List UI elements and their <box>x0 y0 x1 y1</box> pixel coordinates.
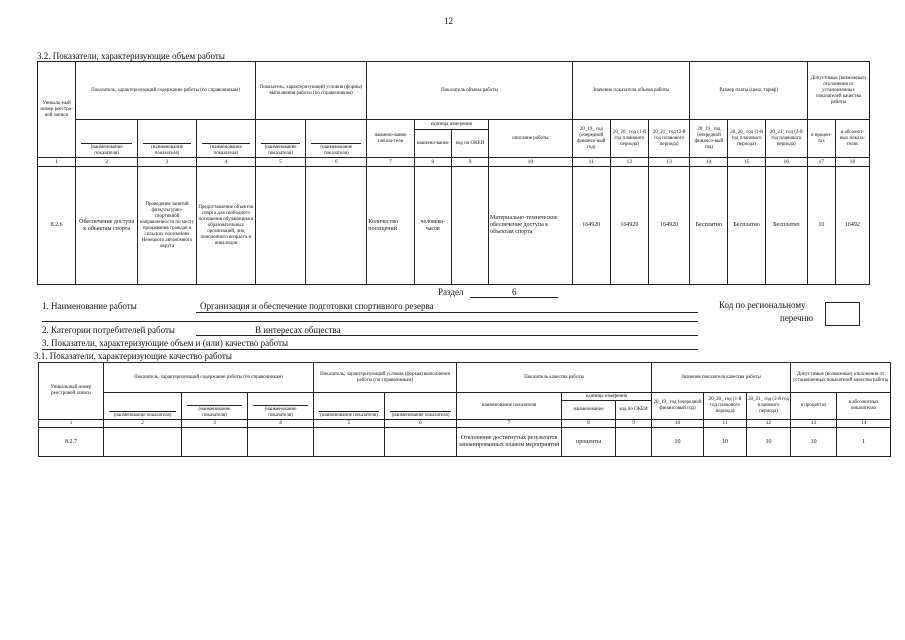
column-numbers-row <box>39 420 891 428</box>
row-fee-year2: Бесплатно <box>728 167 765 285</box>
work-name-second-line <box>42 321 698 322</box>
header-percent: в процен-тах <box>807 120 835 158</box>
col-number: 6 <box>306 158 367 167</box>
col-number: 13 <box>791 420 837 428</box>
header-year2: 20_20_ год (1-й год планового периода) <box>704 393 747 420</box>
col-number: 7 <box>457 420 562 428</box>
col-number: 8 <box>414 158 451 167</box>
row-deviation-absolute: 16492 <box>835 167 869 285</box>
header-value-group: Значение показателя объема работы <box>572 62 690 120</box>
header-unit: единица измерения <box>414 120 488 130</box>
header-content-group: Показатель, характеризующий содержание работы (по справочникам) <box>76 62 256 120</box>
row-value-year1: 10 <box>652 428 704 457</box>
header-col6-name: (наименование показателя) <box>385 393 457 420</box>
col-number: 15 <box>728 158 765 167</box>
col-number: 10 <box>489 158 573 167</box>
col-number: 11 <box>572 158 610 167</box>
section-number-underline <box>470 297 558 298</box>
col-number: 9 <box>451 158 488 167</box>
row-content1 <box>104 428 182 457</box>
col-number: 10 <box>652 420 704 428</box>
row-condition1 <box>255 167 306 285</box>
col-number: 12 <box>610 158 648 167</box>
row-unit-code <box>616 428 652 457</box>
category-underline <box>196 335 698 336</box>
row-indicator-name: Отклонение достигнутых результатов запланированных планом мероприятий <box>457 428 562 457</box>
table-row <box>39 428 891 457</box>
col-number: 7 <box>367 158 414 167</box>
col-number: 6 <box>385 420 457 428</box>
row-value-year3: 10 <box>747 428 791 457</box>
header-unit-name: наименование <box>562 401 616 420</box>
header-unique-number: Уникальный номер реестровой записи <box>39 363 104 420</box>
header-indicator-name: наименование показателя <box>457 393 562 420</box>
row-deviation-percent: 10 <box>791 428 837 457</box>
col-number: 5 <box>255 158 306 167</box>
work-name-label: 1. Наименование работы <box>42 301 137 311</box>
header-deviation: Допустимые (возможные) отклонения от установленных показателей качества работы <box>807 62 869 120</box>
row-condition1 <box>314 428 385 457</box>
col-number: 3 <box>182 420 248 428</box>
col-number: 4 <box>248 420 314 428</box>
col-number: 1 <box>39 420 104 428</box>
header-col5-name: (наименование показателя) <box>255 120 306 158</box>
col-number: 14 <box>690 158 728 167</box>
header-year3: 20_21_ год (2-й год планового периода) <box>747 393 791 420</box>
row-indicator-name: Количество посещений <box>367 167 414 285</box>
row-content-extra: Предоставление объектов спорта для свободного посещения обучающимся образовательных организаций, лиц пенсионного возраста и инвалидов <box>196 167 255 285</box>
header-unit-name: наимено-вание <box>414 130 451 158</box>
col-number: 13 <box>649 158 690 167</box>
regional-code-label-2: перечню <box>780 313 814 323</box>
row-content3 <box>248 428 314 457</box>
header-unit-code: код по ОКЕИ <box>616 401 652 420</box>
row-condition2 <box>385 428 457 457</box>
row-value-year2: 164920 <box>610 167 648 285</box>
volume-section-heading: 3.2. Показатели, характеризующие объем работы <box>37 51 225 61</box>
header-fee-group: Размер платы (цена, тариф) <box>690 62 808 120</box>
header-unit-code: код по ОКЕИ <box>451 130 488 158</box>
regional-code-label: Код по региональному <box>719 300 806 310</box>
row-fee-year1: Бесплатно <box>690 167 728 285</box>
header-year3: 20_21_ год (2-й год планового периода) <box>649 120 690 158</box>
header-absolute: в абсолют-ных показа-телях <box>835 120 869 158</box>
col-number: 18 <box>835 158 869 167</box>
header-year1: 20_19_ год (очередной финансовый год) <box>652 393 704 420</box>
header-col5-name: (наименование показателя) <box>314 393 385 420</box>
row-value-year2: 10 <box>704 428 747 457</box>
col-number: 8 <box>562 420 616 428</box>
work-name-value: Организация и обеспечение подготовки спортивного резерва <box>200 301 434 311</box>
col-number: 3 <box>138 158 197 167</box>
indicators-underline <box>42 349 698 350</box>
volume-indicators-table <box>37 61 870 285</box>
row-deviation-absolute: 1 <box>837 428 891 457</box>
col-number: 17 <box>807 158 835 167</box>
row-content-detail: Проведение занятий физкультурно-спортивной направленности по месту проживания граждан в сельских поселениях Ненецкого автономного округа <box>138 167 197 285</box>
row-deviation-percent: 10 <box>807 167 835 285</box>
indicators-heading: 3. Показатели, характеризующие объем и (или) качество работы <box>42 338 289 348</box>
row-work-content: Обеспечение доступа к объектам спорта <box>76 167 138 285</box>
col-number: 16 <box>765 158 807 167</box>
quality-heading: 3.1. Показатели, характеризующие качество работы <box>34 351 232 361</box>
col-number: 9 <box>616 420 652 428</box>
header-volume-group: Показатель объема работы <box>367 62 572 120</box>
page-number: 12 <box>444 16 453 26</box>
col-number: 2 <box>76 158 138 167</box>
header-value-group: Значение показателя качества работы <box>652 363 791 393</box>
col-number: 4 <box>196 158 255 167</box>
row-content2 <box>182 428 248 457</box>
header-conditions-group: Показатель, характеризующий условия (формы) выполнения работы (по справочникам) <box>314 363 457 393</box>
row-description: Материально-техническое обеспечение доступа к объектам спорта <box>489 167 573 285</box>
work-name-underline <box>196 312 698 313</box>
table-row <box>38 167 870 285</box>
header-unique-number: Уникаль-ный номер реестро-вой записи <box>38 62 76 158</box>
col-number: 1 <box>38 158 76 167</box>
category-value: В интересах общества <box>255 325 341 335</box>
col-number: 5 <box>314 420 385 428</box>
header-col3-name: (наименование показателя) <box>182 393 248 420</box>
row-unit-code <box>451 167 488 285</box>
header-deviation: Допустимые (возможные) отклонения от установленных показателей качества работы <box>791 363 891 393</box>
header-absolute: в абсолютных показателях <box>837 393 891 420</box>
section-number: 6 <box>512 287 517 297</box>
header-fee1: 20_19_ год (очередной финансо-вый год) <box>690 120 728 158</box>
row-unit-name: человеко-часов <box>414 167 451 285</box>
header-year2: 20_20_ год (1-й год планового периода) <box>610 120 648 158</box>
section-label: Раздел <box>438 287 464 297</box>
header-col4-name: (наименование показателя) <box>196 120 255 158</box>
category-label: 2. Категории потребителей работы <box>42 325 175 335</box>
header-quality-group: Показатель качества работы <box>457 363 652 393</box>
header-content-group: Показатель, характеризующий содержание работы (по справочникам) <box>104 363 314 393</box>
header-percent: в процентах <box>791 393 837 420</box>
column-numbers-row <box>38 158 870 167</box>
row-code: 8.2.6 <box>38 167 76 285</box>
header-col6-name: (наименование показателя) <box>306 120 367 158</box>
header-col2-name: (наименование показателя) <box>76 120 138 158</box>
header-unit: единица измерения <box>562 393 652 401</box>
header-fee3: 20_21_ год (2-й год планового периода) <box>765 120 807 158</box>
regional-code-box <box>825 302 860 326</box>
col-number: 14 <box>837 420 891 428</box>
header-fee2: 20_20_ год (1-й год планового периода) <box>728 120 765 158</box>
row-fee-year3: Бесплатно <box>765 167 807 285</box>
row-unit-name: проценты <box>562 428 616 457</box>
row-value-year1: 164920 <box>572 167 610 285</box>
col-number: 2 <box>104 420 182 428</box>
header-year1: 20_19_ год (очередной финансо-вый год) <box>572 120 610 158</box>
header-description: описание работы <box>489 120 573 158</box>
col-number: 12 <box>747 420 791 428</box>
header-conditions-group: Показатель, характеризующий условия (формы) выполнения работы (по справочникам) <box>255 62 366 120</box>
header-col3-name: (наименование показателя) <box>138 120 197 158</box>
header-col2-name: (наименование показателя) <box>104 393 182 420</box>
header-indicator-name: наимено-вание показа-теля <box>367 120 414 158</box>
row-condition2 <box>306 167 367 285</box>
row-code: 8.2.7 <box>39 428 104 457</box>
header-col4-name: (наименование показателя) <box>248 393 314 420</box>
row-value-year3: 164920 <box>649 167 690 285</box>
col-number: 11 <box>704 420 747 428</box>
quality-indicators-table <box>38 362 891 457</box>
